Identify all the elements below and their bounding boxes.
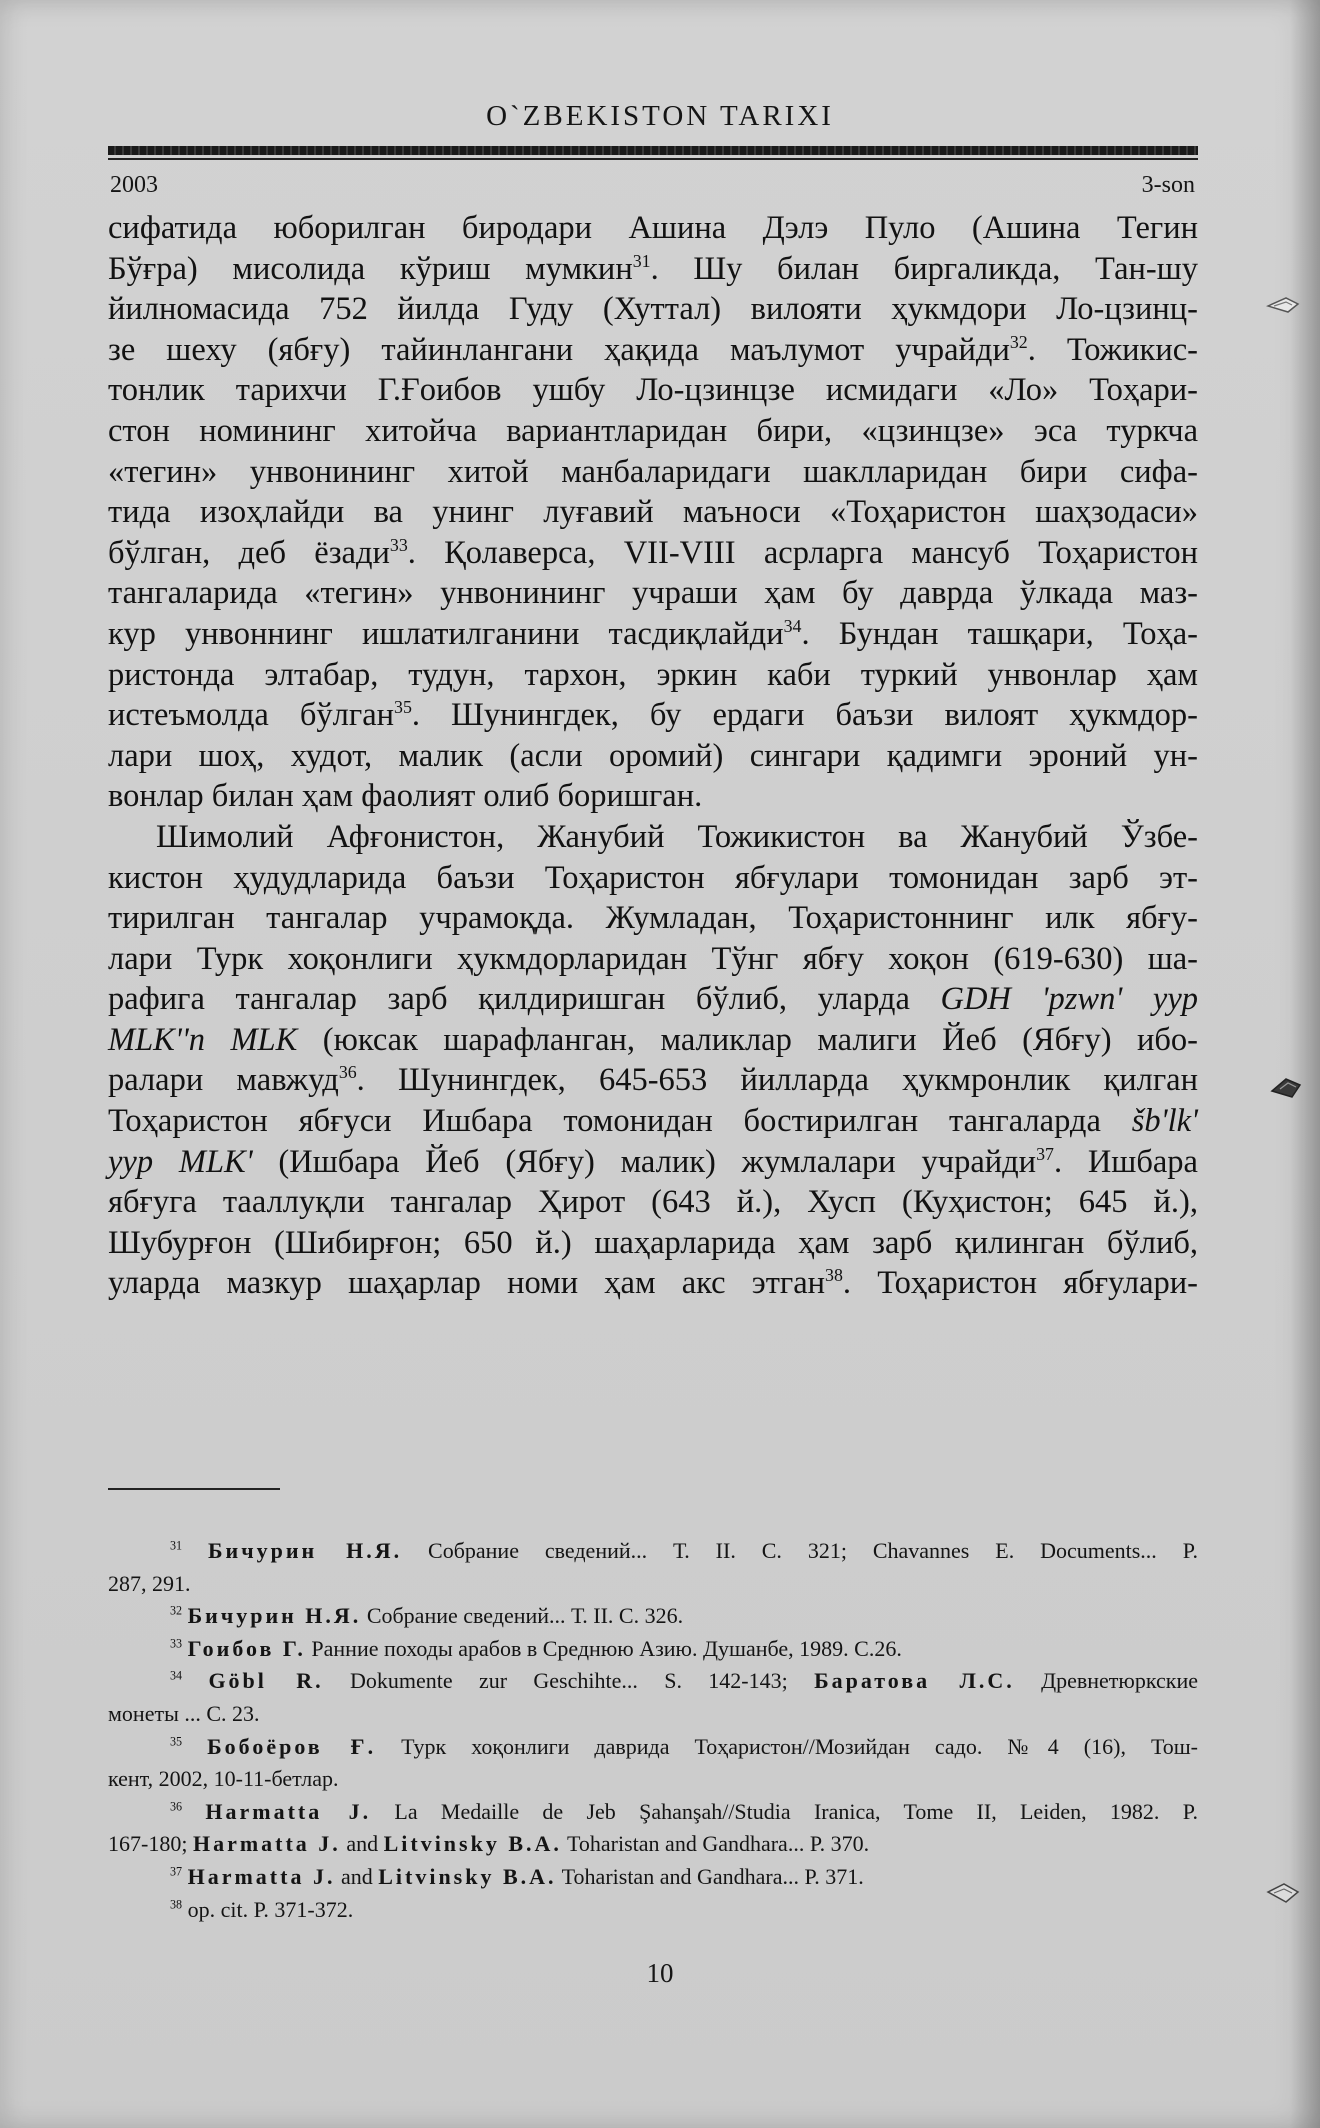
text-line: Шимолий Афғонистон, Жанубий Тожикистон ва Жанубий Ўзбе- <box>156 818 1198 855</box>
footnote-ref: 37 <box>1036 1143 1054 1164</box>
text-line: кистон ҳудудларида баъзи Тоҳаристон ябғулари томонидан зарб эт- <box>108 859 1198 896</box>
binder-clip-icon <box>1270 1075 1304 1101</box>
text-line: ябғуга тааллуқли тангалар Ҳирот (643 й.), Хусп (Куҳистон; 645 й.), <box>108 1184 1198 1221</box>
text-line: бўлган, деб ёзади$^{33}$. Қолаверса, VII-VIII асрларга мансуб Тоҳаристон <box>108 534 1198 571</box>
text-line: стон номининг хитойча вариантларидан бири, «цзинцзе» эса туркча <box>108 412 1198 449</box>
header-rule-thin <box>108 158 1198 160</box>
footnote-33: $^{33}$ Гоибов Г. Ранние походы арабов в Среднюю Азию. Душанбе, 1989. С.26. <box>170 1635 902 1661</box>
text-line: истеъмолда бўлган$^{35}$. Шунингдек, бу ердаги баъзи вилоят ҳукмдор- <box>108 697 1198 734</box>
page-edge-shadow <box>1290 0 1320 2128</box>
footnote-ref: 33 <box>389 534 408 555</box>
text-line: ристонда элтабар, тудун, тархон, эркин каби туркий унвонлар ҳам <box>108 656 1198 693</box>
footnote-ref: 32 <box>1009 331 1028 352</box>
footnote-36: $^{36}$ Harmatta J. La Medaille de Jeb Şahanşah//Studia Iranica, Tome II, Leiden, 1982. P. <box>170 1798 1198 1824</box>
footnote-34: $^{34}$ Göbl R. Dokumente zur Geschihte... S. 142-143; Баратова Л.С. Древнетюркские <box>170 1668 1198 1694</box>
text-line: тонлик тарихчи Г.Ғоибов ушбу Ло-цзинцзе исмидаги «Ло» Тоҳари- <box>108 372 1198 409</box>
footnote-ref: 34 <box>783 616 802 637</box>
footnote-ref: 36 <box>338 1062 357 1083</box>
footnote-ref: 31 <box>632 250 651 271</box>
footnote-line: кент, 2002, 10-11-бетлар. <box>108 1766 339 1792</box>
footnote-32: $^{32}$ Бичурин Н.Я. Собрание сведений... Т. II. С. 326. <box>170 1603 684 1629</box>
binder-clip-icon <box>1266 1880 1300 1906</box>
text-line: зе шеху (ябғу) тайинлангани ҳақида маълумот учрайди$^{32}$. Тожикис- <box>108 331 1198 368</box>
text-line: тида изоҳлайди ва унинг луғавий маъноси «Тоҳаристон шаҳзодаси» <box>108 494 1198 531</box>
footnote-ref: 38 <box>825 1265 843 1286</box>
inscription-text: yyp MLK' <box>108 1143 253 1180</box>
inscription-text: šb'lk' <box>1131 1103 1198 1140</box>
footnote-ref: 35 <box>394 697 412 718</box>
header-issue: 3-son <box>1141 172 1195 198</box>
binder-clip-icon <box>1266 292 1300 318</box>
journal-title: O`ZBEKISTON TARIXI <box>486 100 834 132</box>
footnote-line: 167-180; Harmatta J. and Litvinsky B.A. Toharistan and Gandhara... P. 370. <box>108 1831 870 1857</box>
footnote-38: $^{38}$ op. cit. P. 371-372. <box>170 1896 354 1922</box>
footnote-35: $^{35}$ Бобоёров Ғ. Турк хоқонлиги даврида Тоҳаристон//Мозийдан садо. №4 (16), Тош- <box>170 1733 1199 1759</box>
text-line: сифатида юборилган биродари Ашина Дэлэ Пуло (Ашина Тегин <box>108 210 1198 246</box>
text-line: Бўғра) мисолида кўриш мумкин$^{31}$. Шу билан биргаликда, Тан-шу <box>108 250 1198 287</box>
footnote-line: 287, 291. <box>108 1570 191 1596</box>
footnote-31: $^{31}$ Бичурин Н.Я. Собрание сведений... Т. II. С. 321; Chavannes E. Documents... P. <box>170 1538 1198 1563</box>
text-line: уларда мазкур шаҳарлар номи ҳам акс этган$^{38}$. Тоҳаристон ябғулари- <box>108 1265 1198 1302</box>
text-line: вонлар билан ҳам фаолият олиб боришган. <box>108 778 703 815</box>
text-line: лари Турк хоқонлиги ҳукмдорларидан Тўнг ябғу хоқон (619-630) ша- <box>108 940 1198 977</box>
inscription-text: MLK''n MLK <box>108 1021 298 1058</box>
page-number: 10 <box>646 1958 674 1988</box>
text-line: Тоҳаристон ябғуси Ишбара томонидан бостирилган тангаларда šb'lk' <box>108 1103 1198 1140</box>
text-line: «тегин» унвонининг хитой манбаларидаги шаклларидан бири сифа- <box>108 453 1198 490</box>
inscription-text: GDH 'pzwn' yyp <box>940 981 1198 1018</box>
text-line: тирилган тангалар учрамоқда. Жумладан, Тоҳаристоннинг илк ябғу- <box>108 900 1198 937</box>
text-line: лари шоҳ, худот, малик (асли оромий) сингари қадимги эроний ун- <box>108 737 1198 774</box>
text-line: yyp MLK' (Ишбара Йеб (Ябғу) малик) жумлалари учрайди$^{37}$. Ишбара <box>108 1143 1198 1180</box>
header-year: 2003 <box>110 172 158 198</box>
footnote-37: $^{37}$ Harmatta J. and Litvinsky B.A. Toharistan and Gandhara... P. 371. <box>170 1863 864 1889</box>
body-text <box>108 208 1198 1304</box>
text-line: йилномасида 752 йилда Гуду (Хуттал) вилояти ҳукмдори Ло-цзинц- <box>108 291 1198 328</box>
text-line: рафига тангалар зарб қилдиришган бўлиб, уларда GDH 'pzwn' yyp <box>108 981 1198 1018</box>
footnote-line: монеты ... С. 23. <box>108 1700 260 1726</box>
header-rule-thick <box>108 146 1198 155</box>
text-line: кур унвоннинг ишлатилганини тасдиқлайди$^{34}$. Бундан ташқари, Тоҳа- <box>108 615 1198 652</box>
text-line: Шубурғон (Шибирғон; 650 й.) шаҳарларида ҳам зарб қилинган бўлиб, <box>108 1224 1198 1261</box>
text-line: MLK''n MLK (юксак шарафланган, маликлар малиги Йеб (Ябғу) ибо- <box>108 1021 1198 1058</box>
footnotes <box>108 1535 1198 1926</box>
footnote-separator <box>108 1488 280 1490</box>
text-line: тангаларида «тегин» унвонининг учраши ҳам бу даврда ўлкада маз- <box>108 575 1198 612</box>
text-line: ралари мавжуд$^{36}$. Шунингдек, 645-653 йилларда ҳукмронлик қилган <box>108 1062 1198 1099</box>
